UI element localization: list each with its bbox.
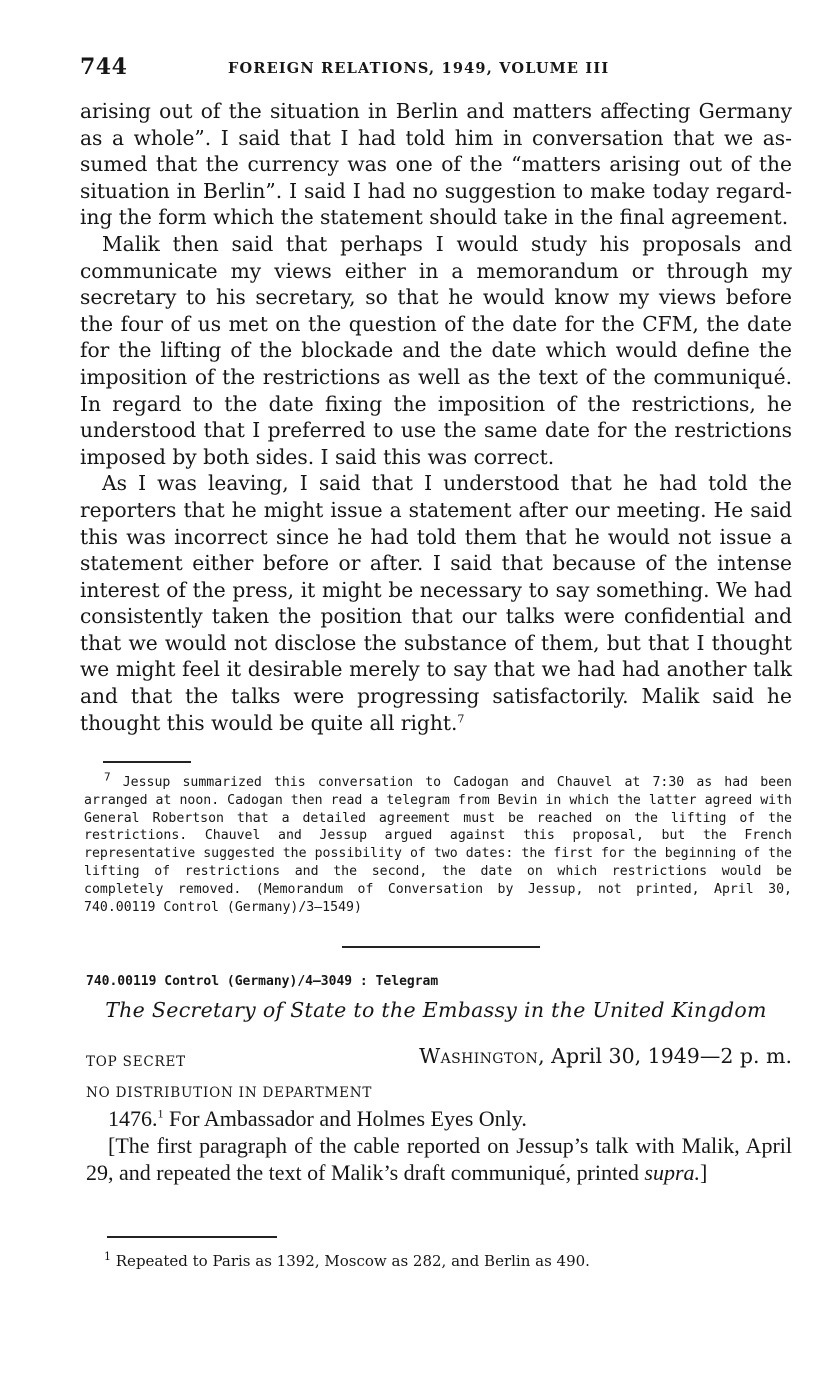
page-header <box>80 54 792 84</box>
distribution-label: NO DISTRIBUTION IN DEPARTMENT <box>86 1085 373 1101</box>
footnote-7-reference: 7 <box>457 711 465 725</box>
footnote-divider <box>103 761 191 763</box>
footnote-7-marker: 7 <box>104 770 111 784</box>
footnote-1-text: Repeated to Paris as 1392, Moscow as 282, and Berlin as 490. <box>111 1252 590 1270</box>
paragraph-1: arising out of the situation in Berlin and matters affecting Germany as a whole”. I said that I had told him in conversation that we assumed that the currency was one of the “matters arising out of the situation in Berlin”. I said I had no suggestion to make today regarding the form which the statement should take in the final agreement. <box>80 99 792 230</box>
telegram-body <box>86 1105 792 1186</box>
editorial-note-text: [The first paragraph of the cable reported on Jessup’s talk with Malik, April 29, and repeated the text of Malik’s draft communiqué, printed <box>86 1133 792 1185</box>
footnote-2-divider <box>107 1236 277 1238</box>
file-number: 740.00119 Control (Germany)/4–3049 : Telegram <box>86 974 439 989</box>
editorial-note-supra: supra. <box>644 1160 701 1185</box>
footnote-1-marker: 1 <box>104 1250 111 1263</box>
main-text <box>80 98 792 736</box>
footnote-7-text: Jessup summarized this conversation to Cadogan and Chauvel at 7:30 as had been arranged at noon. Cadogan then read a telegram from Bevin in which the latter agreed with General Robertson that a detailed agreement must be reached on the lifting of the restrictions. Chauvel and Jessup argued against this proposal, but the French representative suggested the possibility of two dates: the first for the beginning of the lifting of restrictions and the second, the date on which restrictions would be completely removed. (Memorandum of Conversation by Jessup, not printed, April 30, 740.00119 Control (Germany)/3–1549) <box>84 775 792 915</box>
dateline-date: , April 30, 1949—2 p. m. <box>538 1044 792 1068</box>
document-title: The Secretary of State to the Embassy in the United Kingdom <box>105 998 767 1022</box>
classification-label: TOP SECRET <box>86 1054 186 1070</box>
paragraph-2: Malik then said that perhaps I would study his proposals and communicate my views either in a memorandum or through my secretary to his secretary, so that he would know my views before the four of us met on the question of the date for the CFM, the date for the lifting of the blockade and the date which would define the imposition of the restrictions as well as the text of the communiqué. In regard to the date fixing the imposition of the restrictions, he understood that I preferred to use the same date for the restrictions imposed by both sides. I said this was correct. <box>80 231 792 469</box>
footnote-1 <box>104 1252 590 1270</box>
paragraph-3 <box>80 470 792 736</box>
footnote-1-reference: 1 <box>157 1106 164 1121</box>
editorial-note-close: ] <box>700 1160 708 1185</box>
paragraph-3-text: As I was leaving, I said that I understood that he had told the reporters that he might issue a statement after our meeting. He said this was incorrect since he had told them that he would not issue a statement either before or after. I said that because of the intense interest of the press, it might be necessary to say something. We had consistently taken the position that our talks were confidential and that we would not disclose the substance of them, but that I thought we might feel it desirable merely to say that we had had another talk and that the talks were progressing satisfactorily. Malik said he thought this would be quite all right. <box>80 471 792 735</box>
telegram-line: For Ambassador and Holmes Eyes Only. <box>163 1106 527 1131</box>
editorial-note <box>86 1132 792 1186</box>
dateline <box>419 1044 792 1068</box>
page-number: 744 <box>80 54 128 80</box>
running-title: FOREIGN RELATIONS, 1949, VOLUME III <box>228 60 610 77</box>
footnote-7 <box>84 770 792 916</box>
dateline-place: Washington <box>419 1044 539 1068</box>
telegram-number: 1476. <box>108 1106 158 1131</box>
telegram-header-line <box>86 1105 792 1132</box>
section-divider <box>342 946 540 948</box>
